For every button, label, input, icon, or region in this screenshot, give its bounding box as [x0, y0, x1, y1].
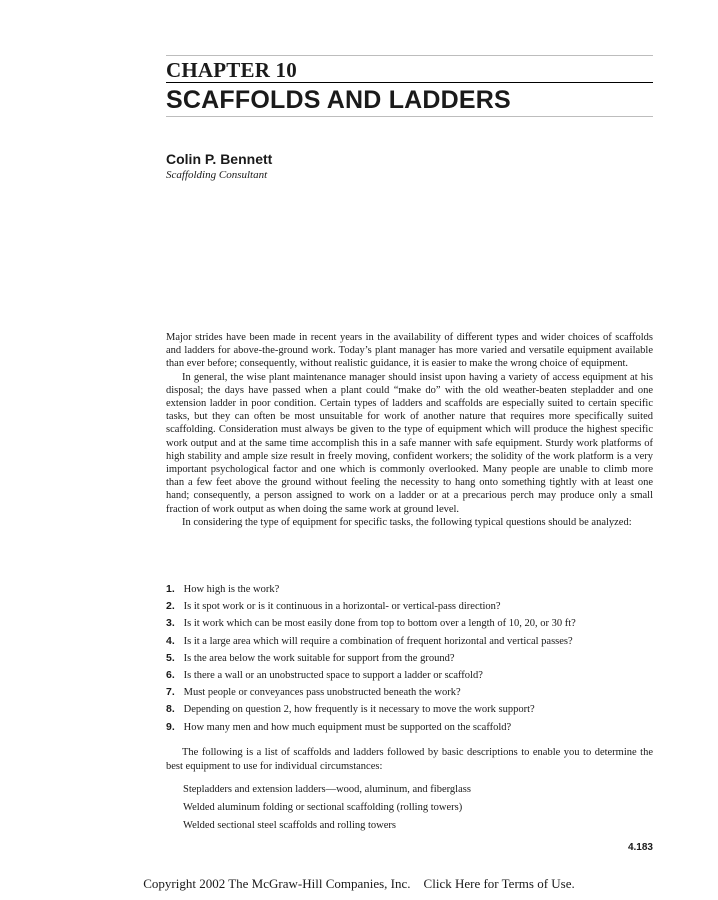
chapter-rule	[166, 82, 653, 83]
list-number: 2.	[166, 600, 175, 613]
chapter-number: CHAPTER 10	[166, 58, 297, 82]
list-text: How many men and how much equipment must be supported on the scaffold?	[183, 721, 512, 733]
list-text: Is it a large area which will require a combination of frequent horizontal and vertical passes?	[183, 635, 573, 647]
terms-of-use-link[interactable]: Click Here for Terms of Use.	[423, 876, 575, 891]
body-text	[166, 331, 653, 529]
equipment-list	[183, 784, 471, 837]
questions-list	[166, 583, 656, 738]
title-bottom-rule	[166, 116, 653, 117]
list-item	[166, 600, 656, 617]
list-number: 5.	[166, 651, 175, 664]
list-number: 4.	[166, 634, 175, 647]
page-number: 4.183	[627, 842, 653, 853]
list-number: 9.	[166, 720, 175, 733]
list-text: Is there a wall or an unobstructed space to support a ladder or scaffold?	[183, 669, 483, 681]
list-number: 3.	[166, 617, 175, 630]
list-item	[166, 686, 656, 703]
list-number: 8.	[166, 703, 175, 716]
list-item	[166, 721, 656, 738]
paragraph: In considering the type of equipment for specific tasks, the following typical questions should be analyzed:	[182, 516, 632, 528]
top-rule	[166, 55, 653, 56]
paragraph: In general, the wise plant maintenance manager should insist upon having a variety of access equipment at his disposal; the days have passed when a plant could “make do” with the old weather-beaten stepladder and one extension ladder in poor condition. Certain types of ladders and scaffolds are especially suited to certain specific tasks, but they can often be most unsuitable for work of another nature that requires more specifically suited scaffolding. Consideration must always be given to the type of equipment which will produce the highest specific work output and at the same time accomplish this in a safe manner with safe equipment. Sturdy work platforms of high stability and ample size result in freely moving, confident workers; the solidity of the work platform is a very important psychological factor and one which is commonly overlooked. Many people are unable to climb more than a few feet above the ground without feeling the necessity to hang onto something tightly with at least one hand; consequently, a person assigned to work on a ladder or at a precarious perch may produce only a small fraction of work output as when doing the same work at ground level.	[166, 371, 653, 515]
copyright-footer	[0, 876, 718, 892]
list-number: 1.	[166, 583, 175, 595]
list-item	[166, 583, 656, 600]
list-number: 7.	[166, 686, 175, 699]
list-text: How high is the work?	[183, 584, 280, 595]
list-item: Welded sectional steel scaffolds and rolling towers	[183, 819, 396, 831]
author-affiliation: Scaffolding Consultant	[166, 169, 268, 181]
paragraph: Major strides have been made in recent years in the availability of different types and wider choices of scaffolds and ladders for above-the-ground work. Today’s plant manager has more varied and versatile equipment available than ever before; consequently, without realistic guidance, it is easier to make the wrong choice of equipment.	[166, 332, 653, 370]
list-text: Depending on question 2, how frequently is it necessary to move the work support?	[183, 704, 535, 716]
list-text: Is it work which can be most easily done from top to bottom over a length of 10, 20, or 30 ft?	[183, 618, 576, 630]
list-text: Must people or conveyances pass unobstructed beneath the work?	[183, 687, 461, 699]
chapter-title: SCAFFOLDS AND LADDERS	[166, 86, 511, 114]
copyright-text: Copyright 2002 The McGraw-Hill Companies, Inc.	[143, 876, 411, 891]
list-item	[166, 617, 656, 634]
list-item	[166, 652, 656, 669]
list-item: Welded aluminum folding or sectional scaffolding (rolling towers)	[183, 801, 463, 813]
list-item	[166, 635, 656, 652]
list-item: Stepladders and extension ladders—wood, aluminum, and fiberglass	[183, 784, 471, 795]
paragraph: The following is a list of scaffolds and ladders followed by basic descriptions to enable you to determine the best equipment to use for individual circumstances:	[166, 747, 653, 772]
author-name: Colin P. Bennett	[166, 151, 273, 167]
list-number: 6.	[166, 668, 175, 681]
list-text: Is it spot work or is it continuous in a horizontal- or vertical-pass direction?	[183, 601, 501, 613]
list-item	[166, 703, 656, 720]
list-item	[166, 669, 656, 686]
list-text: Is the area below the work suitable for support from the ground?	[183, 652, 455, 664]
